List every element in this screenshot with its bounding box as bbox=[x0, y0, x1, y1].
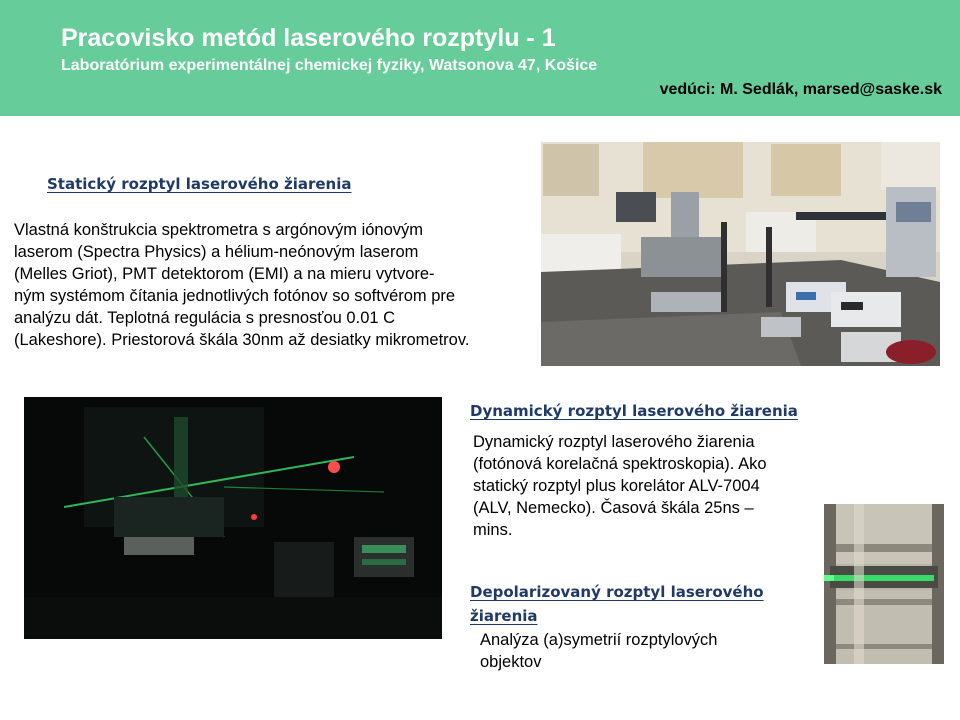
dynamic-scattering-heading: Dynamický rozptyl laserového žiarenia bbox=[470, 402, 798, 420]
lab-lead-contact: vedúci: M. Sedlák, marsed@saske.sk bbox=[659, 81, 942, 98]
text-line: analýzu dát. Teplotná regulácia s presnosťou 0.01 C bbox=[14, 309, 396, 327]
sample-cell-photo bbox=[824, 504, 944, 664]
text-line: statický rozptyl plus korelátor ALV-7004 bbox=[473, 477, 760, 495]
text-line: Dynamický rozptyl laserového žiarenia bbox=[473, 433, 755, 451]
depolarized-scattering-text bbox=[480, 629, 800, 673]
dynamic-scattering-text bbox=[473, 431, 818, 541]
text-line: ným systémom čítania jednotlivých fotónov so softvérom pre bbox=[14, 287, 456, 305]
text-line: (Lakeshore). Priestorová škála 30nm až desiatky mikrometrov. bbox=[14, 331, 470, 349]
text-line: (Melles Griot), PMT detektorom (EMI) a na mieru vytvore- bbox=[14, 265, 435, 283]
depolarized-scattering-heading bbox=[470, 580, 764, 628]
header-band bbox=[0, 0, 960, 116]
text-line: (fotónová korelačná spektroskopia). Ako bbox=[473, 455, 767, 473]
lab-spectrometer-photo bbox=[541, 142, 940, 366]
heading-line: žiarenia bbox=[470, 607, 538, 625]
text-line: laserom (Spectra Physics) a hélium-neónovým laserom bbox=[14, 243, 419, 261]
static-scattering-heading: Statický rozptyl laserového žiarenia bbox=[47, 175, 352, 193]
text-line: Analýza (a)symetrií rozptylových bbox=[480, 631, 718, 649]
static-scattering-text bbox=[14, 219, 539, 351]
text-line: objektov bbox=[480, 653, 542, 671]
heading-line: Depolarizovaný rozptyl laserového bbox=[470, 583, 764, 601]
laser-setup-dark-photo bbox=[24, 397, 442, 639]
text-line: (ALV, Nemecko). Časová škála 25ns – bbox=[473, 499, 754, 517]
slide-title: Pracovisko metód laserového rozptylu - 1 bbox=[61, 24, 556, 52]
text-line: mins. bbox=[473, 521, 513, 539]
text-line: Vlastná konštrukcia spektrometra s argónovým iónovým bbox=[14, 221, 424, 239]
slide-subtitle: Laboratórium experimentálnej chemickej fyziky, Watsonova 47, Košice bbox=[61, 57, 598, 74]
